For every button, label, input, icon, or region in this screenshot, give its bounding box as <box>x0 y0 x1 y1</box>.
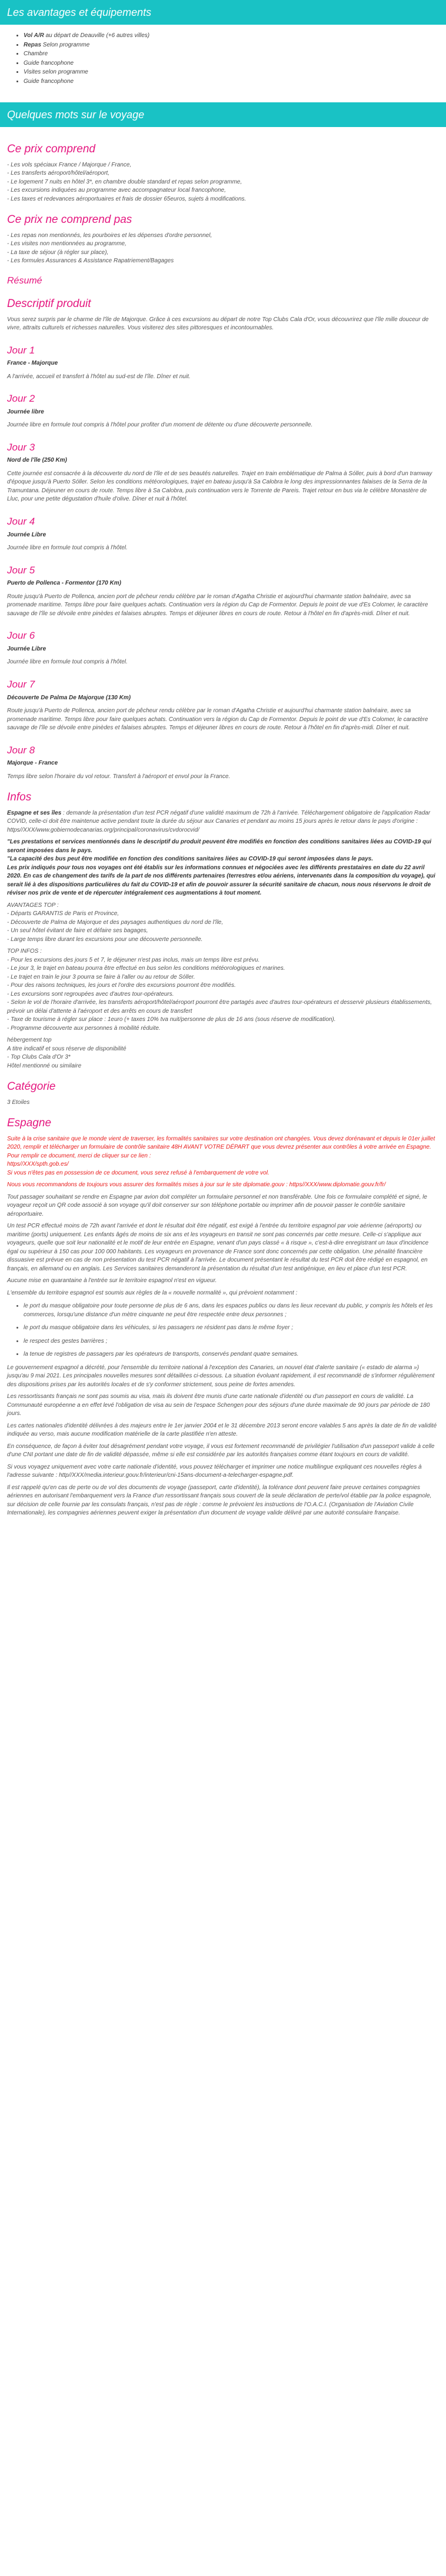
spain-paragraph: L'ensemble du territoire espagnol est soumis aux règles de la « nouvelle normalité », qui prévoient notamment : <box>7 1289 298 1296</box>
day-5 <box>7 563 439 619</box>
day-2 <box>7 392 439 430</box>
advantage-item: • Visites selon programme <box>24 68 446 77</box>
spain-paragraph: Les ressortissants français ne sont pas soumis au visa, mais ils doivent être munis d'une carte nationale d'identité ou d'un passeport en cours de validité. La Communauté européenne a en effet levé l'obligation de visa au sein de l'espace Schengen pour des séjours d'une durée maximale de 90 jours par période de 180 jours. <box>7 1393 430 1417</box>
list-item: • le port du masque obligatoire pour toute personne de plus de 6 ans, dans les espaces publics ou dans les lieux recevant du public, y compris les hôtels et les commerces, lorsqu'une distance d'un mètre cinquante ne peut être respectée entre deux personnes ; <box>24 1302 439 1319</box>
included-title: Ce prix comprend <box>7 143 95 156</box>
advantage-item: • Vol A/R au départ de Deauville (+6 autres villes) <box>24 32 446 41</box>
excluded-list: - Les repas non mentionnés, les pourboires et les dépenses d'ordre personnel, - Les visites non mentionnées au programme, - La taxe de séjour (à régler sur place), - Les formules Assurances & Assistance Rapatriement/Bagages <box>7 232 212 265</box>
list-item: • le respect des gestes barrières ; <box>24 1337 439 1346</box>
day-7 <box>7 678 439 733</box>
spth-link[interactable]: https//XXX/spth.gob.es/ <box>7 1161 69 1168</box>
spain-paragraph: Tout passager souhaitant se rendre en Espagne par avion doit compléter un formulaire personnel et non transférable. Une fois ce formulaire complété et signé, le voyageur reçoit un QR code associé à son voyage qu'il doit conserver sur son téléphone portable ou imprimer afin de pouvoir passer le contrôle sanitaire aéroportuaire. <box>7 1193 427 1217</box>
day-text: A l'arrivée, accueil et transfert à l'hôtel au sud-est de l'île. Dîner et nuit. <box>7 373 191 380</box>
day-title: Jour 3 <box>7 441 35 453</box>
day-subtitle: Puerto de Pollenca - Formentor (170 Km) <box>7 580 121 587</box>
category-title: Catégorie <box>7 1080 56 1093</box>
spain-title: Espagne <box>7 1117 52 1130</box>
advantages-banner: Les avantages et équipements <box>0 0 446 25</box>
top-assets: AVANTAGES TOP : - Départs GARANTIS de Paris et Province, - Découverte de Palma de Majorque et des paysages authentiques du nord de l'île, - Un seul hôtel évitant de faire et défaire ses bagages, - Large temps libre durant les excursions pour une découverte personnelle. <box>7 902 224 943</box>
day-subtitle: Journée Libre <box>7 531 46 538</box>
spain-paragraph: Le gouvernement espagnol a décrété, pour l'ensemble du territoire national à l'exception des Canaries, un nouvel état d'alerte sanitaire (« estado de alarma ») jusqu'au 9 mai 2021. Les principales nouvelles mesures sont détaillées ci-dessous. La situation évoluant rapidement, il est recommandé de s'informer régulièrement des dispositions prises par les autorités locales et de s'y conformer strictement, sous peine de fortes amendes. <box>7 1364 435 1388</box>
spain-paragraph: En conséquence, de façon à éviter tout désagrément pendant votre voyage, il vous est fortement recommandé de privilégier l'utilisation d'un passeport valide à celle d'une CNI portant une date de fin de validité dépassée, même si elle est considérée par les autorités françaises comme étant toujours en cours de validité. <box>7 1443 435 1459</box>
day-subtitle: Journée Libre <box>7 645 46 652</box>
spain-info: Espagne et ses îles : demande la présentation d'un test PCR négatif d'une validité maximum de 72h à l'arrivée. Téléchargement obligatoire de l'application Radar COVID, celle-ci doit être maintenue active pendant toute la durée du séjour aux Canaries et pendant au moins 15 jours après le retour dans le pays d'origine : https//XXX/www.gobiernodecanarias.org/principal/coronavirus/cvdorocvid/ <box>7 809 431 833</box>
sanitary-form-notice: Suite à la crise sanitaire que le monde vient de traverser, les formalités sanitaires sur votre destination ont changées. Vous devez dorénavant et depuis le 01er juillet 2020, remplir et télécharger un formulaire de contrôle sanitaire 48H AVANT VOTRE DÉPART que vous devrez présenter aux contrôles à votre arrivée en Espagne. Pour remplir ce document, merci de cliquer sur ce lien : https//XXX/spth.gob.es/ Si vous n'êtes pas en possession de ce document, vous serez refusé à l'embarquement de votre vol. <box>7 1135 439 1178</box>
spain-paragraph: Aucune mise en quarantaine à l'entrée sur le territoire espagnol n'est en vigueur. <box>7 1277 217 1284</box>
about-banner: Quelques mots sur le voyage <box>0 102 446 127</box>
day-4 <box>7 515 439 553</box>
day-text: Journée libre en formule tout compris à l'hôtel pour profiter d'un moment de détente ou d'une découverte personnelle. <box>7 422 313 429</box>
day-text: Journée libre en formule tout compris à l'hôtel. <box>7 545 128 552</box>
advantage-item: • Guide francophone <box>24 59 446 68</box>
day-text: Route jusqu'à Puerto de Pollenca, ancien port de pêcheur rendu célèbre par le roman d'Agatha Christie et aujourd'hui charmante station balnéaire, avec sa promenade maritime. Temps libre pour faire quelques achats. Continuation vers la région du Cap de Formentor. Depuis le point de vue d'Es Colomer, le caractère sauvage de l'île se dévoile entre pinèdes et falaises abruptes. Temps et déjeuner libres en cours de route. Retour à l'hôtel en fin d'après-midi. Dîner et nuit. <box>7 708 428 731</box>
trip-content <box>0 127 446 1518</box>
spain-paragraph: Les cartes nationales d'identité délivrées à des majeurs entre le 1er janvier 2004 et le 31 décembre 2013 seront encore valables 5 ans après la date de fin de validité indiquée au verso, mais aucune modification matérielle de la carte plastifiée n'en atteste. <box>7 1422 437 1438</box>
day-title: Jour 7 <box>7 678 35 690</box>
advantage-item: • Repas Selon programme <box>24 41 446 50</box>
day-subtitle: France - Majorque <box>7 360 58 367</box>
day-title: Jour 8 <box>7 744 35 756</box>
day-title: Jour 2 <box>7 393 35 405</box>
list-item: • la tenue de registres de passagers par les opérateurs de transports, conservés pendant quatre semaines. <box>24 1350 439 1359</box>
spain-paragraph: Un test PCR effectué moins de 72h avant l'arrivée et dont le résultat doit être négatif, est exigé à l'entrée du territoire espagnol par voie aérienne (aéroports) ou maritime (ports) uniquement. Les enfants âgés de moins de six ans et les voyageurs en transit ne sont pas concernés par cette mesure. Celle-ci s'applique aux voyageurs, quelle que soit leur nationalité et le motif de leur entrée en Espagne, venant d'un pays classé « à risque », c'est-à-dire enregistrant un taux d'incidence égal ou supérieur à 150 cas pour 100 000 habitants. Les voyageurs en provenance de France sont donc concernés par cette obligation. Une pénalité financière dissuasive est prévue en cas de non présentation du test PCR négatif à l'arrivée. Le document présentant le résultat du test PCR doit être rédigé en espagnol, en français, en allemand ou en anglais. Les Services sanitaires demanderont la présentation du résultat d'un test antigénique, en lieu et place d'un test PCR. <box>7 1223 429 1272</box>
day-text: Route jusqu'à Puerto de Pollenca, ancien port de pêcheur rendu célèbre par le roman d'Agatha Christie et aujourd'hui charmante station balnéaire, avec sa promenade maritime. Temps libre pour faire quelques achats. Continuation vers la région du Cap de Formentor. Depuis le point de vue d'Es Colomer, le caractère sauvage de l'île se dévoile entre pinèdes et falaises abruptes. Temps et déjeuner libres en cours de route. Retour à l'hôtel en fin d'après-midi. Dîner et nuit. <box>7 593 428 617</box>
advantage-item: • Chambre <box>24 50 446 59</box>
day-title: Jour 6 <box>7 630 35 642</box>
day-title: Jour 5 <box>7 564 35 576</box>
excluded-title: Ce prix ne comprend pas <box>7 213 132 226</box>
day-6 <box>7 629 439 667</box>
category-value: 3 Etoiles <box>7 1099 30 1106</box>
lodging-info: hébergement top A titre indicatif et sous réserve de disponibilité - Top Clubs Cala d'Or 3* Hôtel mentionné ou similaire <box>7 1037 127 1069</box>
day-subtitle: Nord de l'île (250 Km) <box>7 457 67 464</box>
day-title: Jour 4 <box>7 515 35 527</box>
advantage-item: • Guide francophone <box>24 78 446 86</box>
day-text: Temps libre selon l'horaire du vol retour. Transfert à l'aéroport et envol pour la France. <box>7 773 231 780</box>
summary-title: Résumé <box>7 275 42 286</box>
day-subtitle: Majorque - France <box>7 760 58 767</box>
day-subtitle: Journée libre <box>7 408 44 415</box>
diplomatie-notice: Nous vous recommandons de toujours vous assurer des formalités mises à jour sur le site diplomatie.gouv : https//XXX/www.diplomatie.gouv.fr/fr/ <box>7 1182 386 1189</box>
day-1 <box>7 343 439 382</box>
day-3 <box>7 441 439 504</box>
day-text: Journée libre en formule tout compris à l'hôtel. <box>7 659 128 666</box>
advantages-list <box>0 32 446 86</box>
description-text: Vous serez surpris par le charme de l'île de Majorque. Grâce à ces excursions au départ de notre Top Clubs Cala d'Or, vous découvrirez que l'île mille douceur de vivre, attraits culturels et richesses naturelles. Vous visiterez des sites pittoresques et incontournables. <box>7 316 429 332</box>
day-text: Cette journée est consacrée à la découverte du nord de l'île et de ses beautés naturelles. Trajet en train emblématique de Palma à Sóller, puis à bord d'un tramway d'époque jusqu'à Puerto Sóller. Selon les conditions météorologiques, trajet en bateau jusqu'à Sa Calobra le long des impressionnantes falaises de la Serra de la Tramuntana. Déjeuner en cours de route. Temps libre à Sa Calobra, puis continuation vers le Torrente de Pareis. Trajet retour en bus via le célèbre Monastère de Lluc, pour une petite dégustation d'huile d'olive. Dîner et nuit à l'hôtel. <box>7 470 432 503</box>
included-list: - Les vols spéciaux France / Majorque / France, - Les transferts aéroport/hôtel/aéroport, - Le logement 7 nuits en hôtel 3*, en chambre double standard et repas selon programme, - Les excursions indiquées au programme avec accompagnateur local francophone, - Les taxes et redevances aéroportuaires et frais de dossier 65euros, sujets à modifications. <box>7 161 247 202</box>
info-title: Infos <box>7 791 32 804</box>
spain-paragraph: Il est rappelé qu'en cas de perte ou de vol des documents de voyage (passeport, carte d'identité), la tolérance dont peuvent faire preuve certaines compagnies aériennes en autorisant l'embarquement vers la France d'un ressortissant français sous couvert de la seule déclaration de perte/vol établie par la police espagnole, sur décision de celle fournie par les consulats français, n'est pas de règle : comme le prévoient les instructions de l'O.A.C.I. (Organisation de l'Aviation Civile Internationale), les compagnies aériennes peuvent exiger la présentation d'un document de voyage valide délivré par une autorité consulaire française. <box>7 1484 432 1517</box>
spain-paragraph: Si vous voyagez uniquement avec votre carte nationale d'identité, vous pouvez télécharger et imprimer une notice multilingue expliquant ces nouvelles règles à l'adresse suivante : http//XXX/media.interieur.gouv.fr/interieur/cni-15ans-document-a-telecharger-espagne.pdf. <box>7 1463 422 1479</box>
covid-notice: "Les prestations et services mentionnés dans le descriptif du produit peuvent être modifiés en fonction des conditions sanitaires liées au COVID-19 qui seront imposées dans le pays. "La capacité des bus peut être modifiée en fonction des conditions sanitaires liées au COVID-19 qui seront imposées dans le pays. Les prix indiqués pour tous nos voyages ont été établis sur les informations connues et négociées avec les différents prestataires en date du 22 avril 2020. En cas de changement des tarifs de la part de nos différents partenaires (terrestres et/ou aériens, intervenants dans la composition du voyage), qui serait lié à des dispositions particulières du fait du COVID-19 et afin de pouvoir assurer la sécurité sanitaire de chacun, nous nous réservons le droit de réviser nos prix de vente et de répercuter intégralement ces augmentations à tout moment. <box>7 839 435 897</box>
top-info: TOP INFOS : - Pour les excursions des jours 5 et 7, le déjeuner n'est pas inclus, mais un temps libre est prévu. - Le jour 3, le trajet en bateau pourra être effectué en bus selon les conditions météorologiques et marines. - Le trajet en train le jour 3 pourra se faire à l'aller ou au retour de Sóller. - Pour des raisons techniques, les jours et l'ordre des excursions pourront être modifiés. - Les excursions sont regroupées avec d'autres tour-opérateurs. - Selon le vol de l'horaire d'arrivée, les transferts aéroport/hôtel/aéroport pourront être partagés avec d'autres tour-opérateurs et desservir plusieurs établissements, prévoir un délai d'attente à l'aéroport et des arrêts en cours de transfert - Taxe de tourisme à régler sur place : 1euro (+ taxes 10% tva nuit/personne de plus de 16 ans (sous réserve de modification). - Programme découverte aux personnes à mobilité réduite. <box>7 948 432 1032</box>
day-subtitle: Découverte De Palma De Majorque (130 Km) <box>7 694 131 701</box>
day-8 <box>7 743 439 782</box>
day-title: Jour 1 <box>7 344 35 356</box>
normality-rules <box>7 1302 439 1359</box>
list-item: • le port du masque obligatoire dans les véhicules, si les passagers ne résident pas dans le même foyer ; <box>24 1324 439 1333</box>
description-title: Descriptif produit <box>7 297 91 310</box>
